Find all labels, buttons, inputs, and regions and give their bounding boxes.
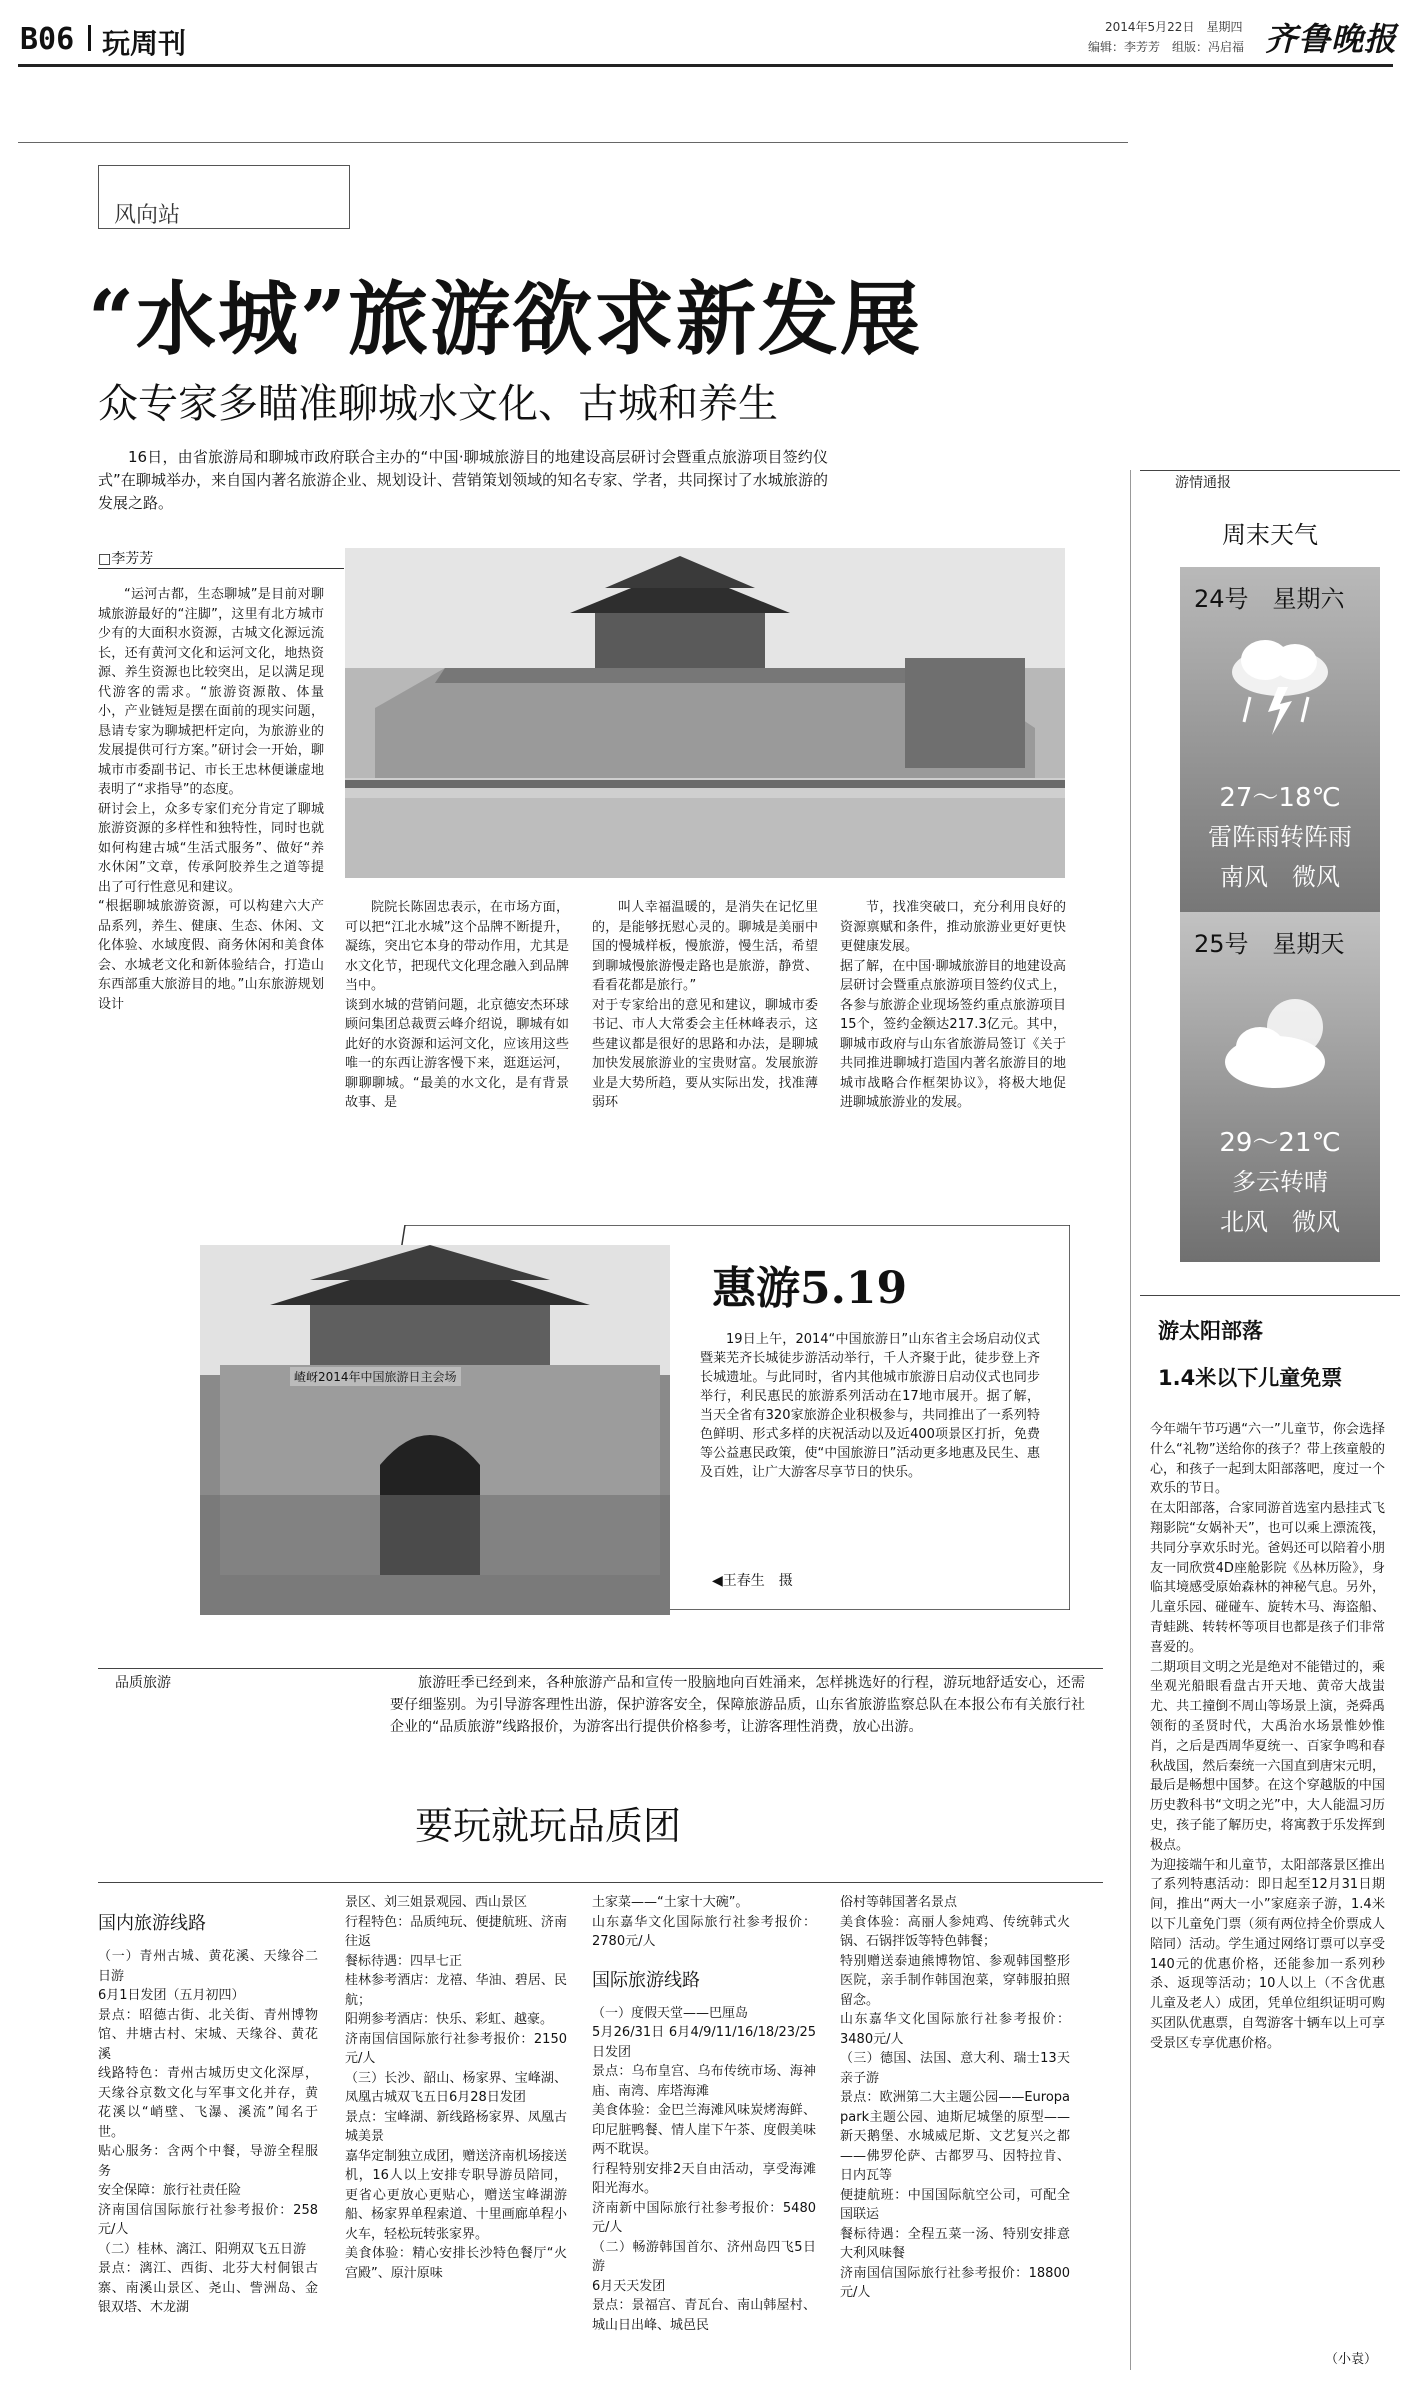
sidebar-story-body: 今年端午节巧遇“六一”儿童节，你会选择什么“礼物”送给你的孩子？带上孩童般的心，和孩子一起到太阳部落吧，度过一个欢乐的节日。 在太阳部落，合家同游首选室内悬挂式飞翔影院“女娲补天”，也可以乘上漂流筏，共同分享欢乐时光。爸妈还可以陪着小朋友一同欣赏4D座舱影院《丛林历险》，身临其境感受原始森林的神秘气息。另外，儿童乐园、碰碰车、旋转木马、海盗船、青蛙跳、转转杯等项目也都是孩子们非常喜爱的。 二期项目文明之光是绝对不能错过的，乘坐观光船眼看盘古开天地、黄帝大战蚩尤、共工撞倒不周山等场景上演，尧舜禹领衔的圣贤时代，大禹治水场景惟妙惟肖，之后是西周华夏统一、百家争鸣和春秋战国，然后秦统一六国直到唐宋元明，最后是畅想中国梦。在这个穿越版的中国历史教科书“文明之光”中，大人能温习历史，孩子能了解历史，将寓教于乐发挥到极点。 为迎接端午和儿童节，太阳部落景区推出了系列特惠活动：即日起至12月31日期间，推出“两大一小”家庭亲子游，1.4米以下儿童免门票（须有两位持全价票成人陪同）活动。学生通过网络订票可以享受140元的优惠价格，还能参加一系列秒杀、返现等活动；10人以上（不含优惠儿童及老人）成团，凭单位组织证明可购买团队优惠票，自驾游客十辆车以上可享受景区专享优惠价格。: [1150, 1422, 1385, 2051]
page-number-divider: [88, 25, 91, 51]
pinzhi-title-rule: [98, 1882, 1103, 1883]
pinzhi-column-2: 景区、刘三姐景观园、西山景区 行程特色：品质纯玩、便捷航班、济南往返 餐标待遇：四早七正 桂林参考酒店：龙禧、华油、碧居、民航； 阳朔参考酒店：快乐、彩虹、越豪。 济南国信国际旅行社参考报价：2150元/人 （三）长沙、韶山、杨家界、宝峰湖、凤凰古城双飞五日6月28日发团 景点：宝峰湖、新线路杨家界、凤凰古城美景 嘉华定制独立成团，赠送济南机场接送机，16人以上安排专职导游员陪同，更省心更放心更贴心，赠送宝峰湖游船、杨家界单程索道、十里画廊单程小火车，轻松玩转张家界。 美食体验：精心安排长沙特色餐厅“火宫殿”、原汁原味: [345, 1895, 567, 2281]
header-rule: [18, 64, 1393, 67]
weather-card-sunday: [1180, 912, 1380, 1262]
sidebar-top-rule: [1140, 470, 1400, 471]
pinzhi-column-3: [592, 1893, 816, 2373]
gate-sign: 嵖岈2014年中国旅游日主会场: [290, 1367, 461, 1386]
headline: “水城”旅游欲求新发展: [88, 272, 923, 366]
pinzhi-title: 要玩就玩品质团: [415, 1804, 682, 1848]
weather-day-label: 24号 星期六: [1194, 585, 1345, 613]
domestic-routes-text: （一）青州古城、黄花溪、天缘谷二日游 6月1日发团（五月初四） 景点：昭德古街、北关街、青州博物馆、井塘古村、宋城、天缘谷、黄花溪 线路特色：青州古城历史文化深厚，天缘谷京数文化与军事文化并存，黄花溪以“峭壁、飞瀑、溪流”闻名于世。 贴心服务：含两个中餐，导游全程服务 安全保障：旅行社责任险 济南国信国际旅行社参考报价：258元/人 （二）桂林、漓江、阳朔双飞五日游 景点：漓江、西街、北芬大村侗银古寨、南溪山景区、尧山、訾洲岛、金银双塔、木龙湖: [98, 1949, 318, 2315]
article-text-2: 院院长陈固忠表示，在市场方面，可以把“江北水城”这个品牌不断提升，凝练，突出它本身的带动作用，尤其是水文化节，把现代文化理念融入到品牌当中。 谈到水城的营销问题，北京德安杰环球顾问集团总裁贾云峰介绍说，聊城有如此好的水资源和运河文化，应该用这些唯一的东西让游客慢下来，逛逛运河，聊聊聊城。“最美的水文化，是有背景故事、是: [345, 900, 569, 1110]
pinzhi-column-1: [98, 1893, 318, 2373]
weather-wind: 南风 微风: [1220, 863, 1340, 891]
paper-logo: 齐鲁晚报: [1265, 20, 1398, 58]
sidebar-story-credit: （小袁）: [1325, 2352, 1378, 2367]
pinzhi-tag: 品质旅游: [115, 1675, 171, 1691]
column-tag: 风向站: [114, 203, 181, 228]
sidebar-tag: 游情通报: [1175, 475, 1231, 491]
weather-temp: 29～21℃: [1219, 1128, 1341, 1158]
weather-temp: 27～18℃: [1219, 783, 1341, 813]
promo-photo-credit: ◀王春生 摄: [712, 1573, 793, 1589]
sidebar-divider: [1130, 470, 1131, 2370]
date-line: 2014年5月22日 星期四: [1105, 20, 1243, 34]
section-name: 玩周刊: [102, 27, 187, 60]
weather-card-saturday: [1180, 567, 1380, 912]
promo-photo-great-wall-gate: [200, 1245, 670, 1615]
sun-cloud-icon: [1215, 987, 1345, 1107]
pinzhi-intro: 旅游旺季已经到来，各种旅游产品和宣传一股脑地向百姓涌来，怎样挑选好的行程，游玩地舒适安心，还需要仔细鉴别。为引导游客理性出游，保护游客安全，保障旅游品质，山东省旅游监察总队在本报公布有关旅行社企业的“品质旅游”线路报价，为游客出行提供价格参考，让游客理性消费，放心出游。: [390, 1675, 1085, 1735]
weather-day-label: 25号 星期天: [1194, 930, 1345, 958]
article-text-3: 叫人幸福温暖的，是消失在记忆里的，是能够抚慰心灵的。聊城是美丽中国的慢城样板，慢旅游，慢生活，希望到聊城慢旅游慢走路也是旅游，静赏、看看花都是旅行。” 对于专家给出的意见和建议，聊城市委书记、市人大常委会主任林峰表示，这些建议都是很好的思路和办法，是聊城加快发展旅游业的宝贵财富。发展旅游业是大势所趋，要从实际出发，找准薄弱环: [592, 900, 818, 1110]
weather-desc: 多云转晴: [1232, 1168, 1328, 1196]
sidebar-story-title-1: 游太阳部落: [1158, 1319, 1263, 1343]
sidebar-mid-rule: [1140, 1295, 1400, 1296]
promo-title: 惠游5.19: [712, 1263, 908, 1314]
editor-line: 编辑：李芳芳 组版：冯启福: [1088, 40, 1245, 54]
column-tag-rule: [18, 142, 1128, 143]
article-text-1: “运河古都，生态聊城”是目前对聊城旅游最好的“注脚”，这里有北方城市少有的大面积水资源，古城文化源远流长，还有黄河文化和运河文化，地热资源、养生资源也比较突出，足以满足现代游客的需求。“旅游资源散、体量小，产业链短是摆在面前的现实问题，恳请专家为聊城把杆定向，为旅游业的发展提供可行方案。”研讨会一开始，聊城市市委副书记、市长王忠林便谦虚地表明了“求指导”的态度。 研讨会上，众多专家们充分肯定了聊城旅游资源的多样性和独特性，同时也就如何构建古城“生活式服务”、做好“养水休闲”文章，传承阿胶养生之道等提出了可行性意见和建议。 “根据聊城旅游资源，可以构建六大产品系列，养生、健康、生态、休闲、文化体验、水域度假、商务休闲和美食体会、水城老文化和新体验结合，打造山东西部重大旅游目的地。”山东旅游规划设计: [98, 587, 324, 1012]
page-header: [0, 0, 1409, 70]
international-routes-heading: 国际旅游线路: [592, 1969, 700, 1991]
article-text-4: 节，找准突破口，充分利用良好的资源禀赋和条件，推动旅游业更好更快更健康发展。 据了解，在中国·聊城旅游目的地建设高层研讨会暨重点旅游项目签约仪式上，各参与旅游企业现场签约重点旅游项目15个，签约金额达217.3亿元。其中，聊城市政府与山东省旅游局签订《关于共同推进聊城打造国内著名旅游目的地城市战略合作框架协议》，将极大地促进聊城旅游业的发展。: [840, 900, 1066, 1110]
main-photo-ancient-city-gate: [345, 548, 1065, 878]
great-wall-gate-illustration: [200, 1245, 670, 1615]
byline: □李芳芳: [98, 548, 344, 569]
weather-title: 周末天气: [1222, 521, 1318, 549]
domestic-routes-heading: 国内旅游线路: [98, 1913, 206, 1934]
subheadline: 众专家多瞄准聊城水文化、古城和养生: [98, 381, 778, 427]
pinzhi-column-3-bottom: （一）度假天堂——巴厘岛 5月26/31日 6月4/9/11/16/18/23/25日发团 景点：乌布皇宫、乌布传统市场、海神庙、南湾、库塔海滩 美食体验：金巴兰海滩风味炭烤海鲜、印尼脏鸭餐、情人崖下午茶、度假美味两不耽误。 行程特别安排2天自由活动，享受海滩阳光海水。 济南新中国际旅行社参考报价：5480元/人 （二）畅游韩国首尔、济州岛四飞5日游 6月天天发团 景点：景福宫、青瓦台、南山韩屋村、城山日出峰、城邑民: [592, 2005, 816, 2333]
promo-body: 19日上午，2014“中国旅游日”山东省主会场启动仪式暨莱芜齐长城徒步游活动举行，千人齐聚于此，徒步登上齐长城遗址。与此同时，省内其他城市旅游日启动仪式也同步举行，利民惠民的旅游系列活动在17地市展开。据了解，当天全省有320家旅游企业积极参与，共同推出了一系列特色鲜明、形式多样的庆祝活动以及近400项景区打折，免费等公益惠民政策，使“中国旅游日”活动更多地惠及民生、惠及百姓，让广大游客尽享节日的快乐。: [700, 1332, 1040, 1480]
weather-desc: 雷阵雨转阵雨: [1208, 823, 1352, 851]
sidebar-story-title-2: 1.4米以下儿童免票: [1158, 1366, 1343, 1390]
ancient-city-gate-illustration: [345, 548, 1065, 878]
lead-paragraph: 16日，由省旅游局和聊城市政府联合主办的“中国·聊城旅游目的地建设高层研讨会暨重点旅游项目签约仪式”在聊城举办，来自国内著名旅游企业、规划设计、营销策划领域的知名专家、学者，共同探讨了水城旅游的发展之路。: [98, 448, 828, 512]
page-number: B06: [20, 22, 75, 57]
thunderstorm-cloud-icon: [1220, 627, 1340, 747]
weather-wind: 北风 微风: [1220, 1208, 1340, 1236]
article-column-1: [98, 585, 324, 1330]
pinzhi-column-3-top: 土家菜——“土家十大碗”。 山东嘉华文化国际旅行社参考报价：2780元/人: [592, 1895, 816, 1949]
pinzhi-rule: [98, 1668, 1103, 1669]
pinzhi-column-4: 俗村等韩国著名景点 美食体验：高丽人参炖鸡、传统韩式火锅、石锅拌饭等特色韩餐； 特别赠送泰迪熊博物馆、参观韩国整形医院，亲手制作韩国泡菜，穿韩服拍照留念。 山东嘉华文化国际旅行社参考报价：3480元/人 （三）德国、法国、意大利、瑞士13天亲子游 景点：欧洲第二大主题公园——Europa park主题公园、迪斯尼城堡的原型——新天鹅堡、水城威尼斯、文艺复兴之都——佛罗伦萨、古都罗马、因特拉肯、日内瓦等 便捷航班：中国国际航空公司，可配全国联运 餐标待遇：全程五菜一汤、特别安排意大利风味餐 济南国信国际旅行社参考报价：18800元/人: [840, 1895, 1070, 2300]
